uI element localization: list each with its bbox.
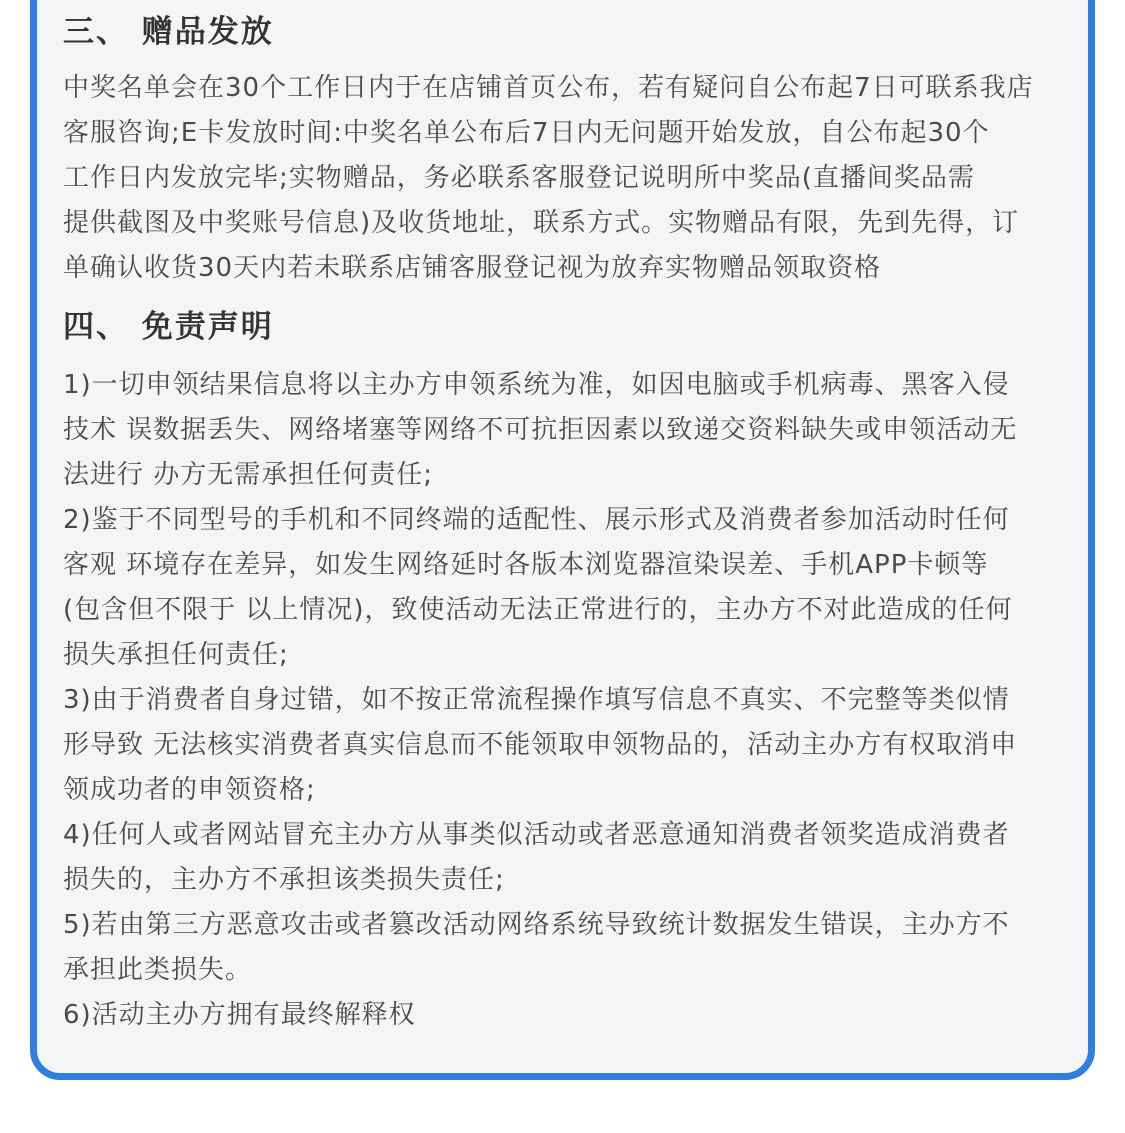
section-4-line: (包含但不限于 以上情况)，致使活动无法正常进行的，主办方不对此造成的任何	[63, 595, 1013, 625]
section-4-line: 法进行 办方无需承担任何责任;	[63, 460, 434, 490]
section-3-line: 中奖名单会在30个工作日内于在店铺首页公布，若有疑问自公布起7日可联系我店	[63, 73, 1034, 103]
section-3-title: 三、 赠品发放	[63, 14, 274, 50]
section-4-line: 6)活动主办方拥有最终解释权	[63, 1000, 416, 1030]
section-4-line: 损失的，主办方不承担该类损失责任;	[63, 865, 505, 895]
section-4-body	[63, 363, 1073, 1038]
section-4-line: 1)一切申领结果信息将以主办方申领系统为准，如因电脑或手机病毒、黑客入侵	[63, 370, 1010, 400]
section-4-line: 2)鉴于不同型号的手机和不同终端的适配性、展示形式及消费者参加活动时任何	[63, 505, 1010, 535]
section-4-line: 承担此类损失。	[63, 955, 253, 985]
section-4-line: 技术 误数据丢失、网络堵塞等网络不可抗拒因素以致递交资料缺失或申领活动无	[63, 415, 1018, 445]
section-3-body	[63, 66, 1073, 291]
section-4-line: 4)任何人或者网站冒充主办方从事类似活动或者恶意通知消费者领奖造成消费者	[63, 820, 1010, 850]
section-3-line: 客服咨询;E卡发放时间:中奖名单公布后7日内无问题开始发放，自公布起30个	[63, 118, 990, 148]
section-3-line: 提供截图及中奖账号信息)及收货地址，联系方式。实物赠品有限，先到先得，订	[63, 208, 1020, 238]
section-4-line: 客观 环境存在差异，如发生网络延时各版本浏览器渲染误差、手机APP卡顿等	[63, 550, 989, 580]
section-4-title: 四、 免责声明	[63, 309, 274, 345]
section-4-line: 领成功者的申领资格;	[63, 775, 316, 805]
section-4-line: 3)由于消费者自身过错，如不按正常流程操作填写信息不真实、不完整等类似情	[63, 685, 1010, 715]
section-3-line: 单确认收货30天内若未联系店铺客服登记视为放弃实物赠品领取资格	[63, 253, 882, 283]
section-4-line: 损失承担任何责任;	[63, 640, 289, 670]
section-4-line: 形导致 无法核实消费者真实信息而不能领取申领物品的，活动主办方有权取消申	[63, 730, 1018, 760]
section-4-line: 5)若由第三方恶意攻击或者篡改活动网络系统导致统计数据发生错误，主办方不	[63, 910, 1010, 940]
section-3-line: 工作日内发放完毕;实物赠品，务必联系客服登记说明所中奖品(直播间奖品需	[63, 163, 975, 193]
